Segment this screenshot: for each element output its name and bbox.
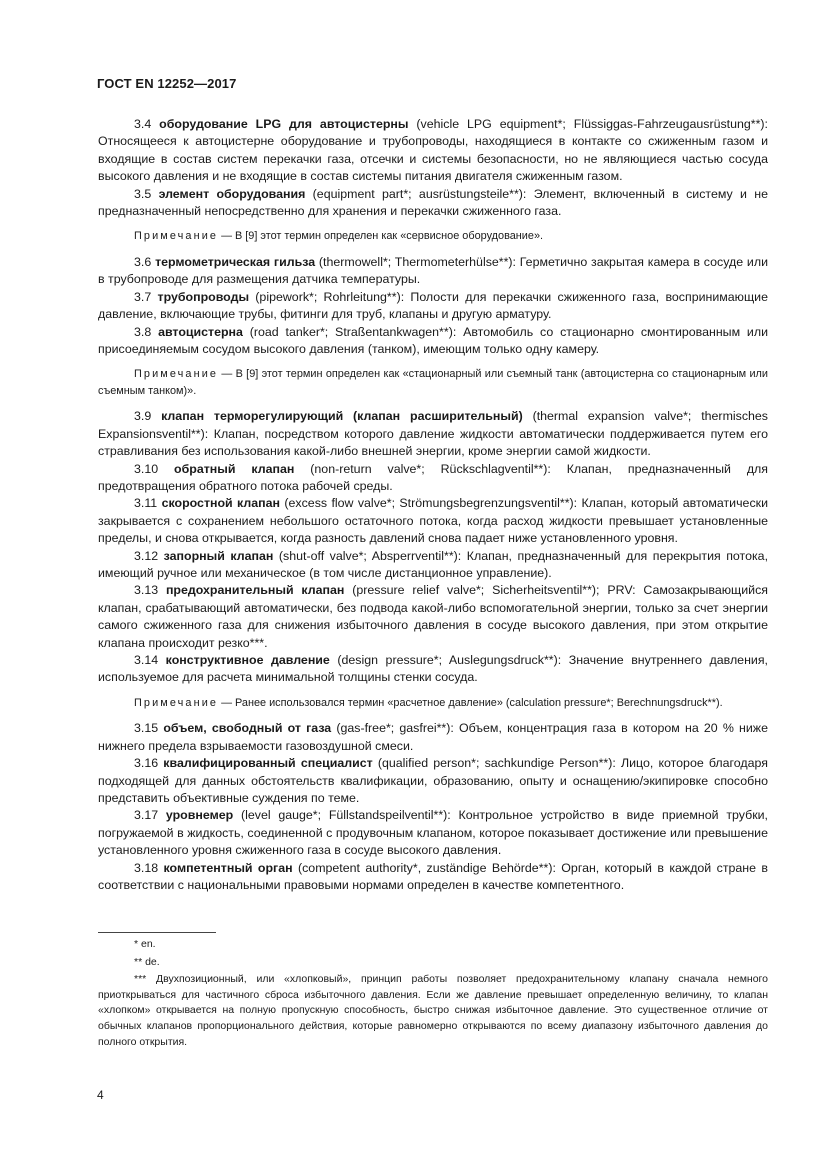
term-name: скоростной клапан bbox=[161, 496, 281, 511]
note-label: Примечание bbox=[134, 696, 219, 709]
term-entry-3-18 bbox=[98, 860, 768, 895]
term-name: запорный клапан bbox=[163, 548, 274, 563]
footnote-2: ** de. bbox=[134, 955, 160, 968]
term-entry-3-12 bbox=[98, 548, 768, 583]
term-entry-3-5 bbox=[98, 186, 768, 221]
term-entry-3-4 bbox=[98, 116, 768, 186]
note-3-14 bbox=[98, 695, 768, 712]
term-number: 3.9 bbox=[134, 409, 152, 424]
term-entry-3-11 bbox=[98, 495, 768, 547]
term-definition: (pipework*; Rohrleitung**): Полости для перекачки сжиженного газа, воспринимающие давление, включающие трубы, фитинги для труб, клапаны и другую арматуру. bbox=[98, 289, 768, 322]
note-text: — В [9] этот термин определен как «стационарный или съемный танк (автоцистерна со стационарным или съемным танком)». bbox=[98, 368, 768, 397]
term-definition: (thermowell*; Thermometerhülse**): Герметично закрытая камера в сосуде или в трубопроводе для размещения датчика температуры. bbox=[98, 254, 768, 287]
term-definition: (competent authority*, zuständige Behörde**): Орган, который в каждой стране в соответствии с национальными правовыми нормами определен в качестве компетентного. bbox=[98, 860, 768, 893]
term-name: оборудование LPG для автоцистерны bbox=[159, 117, 409, 131]
term-name: трубопроводы bbox=[157, 289, 250, 304]
term-entry-3-15 bbox=[98, 720, 768, 755]
term-number: 3.11 bbox=[134, 496, 158, 511]
term-name: компетентный орган bbox=[163, 860, 293, 875]
term-name: клапан терморегулирующий (клапан расширительный) bbox=[161, 409, 523, 424]
note-3-5 bbox=[98, 228, 768, 245]
term-entry-3-14 bbox=[98, 652, 768, 687]
term-entry-3-6 bbox=[98, 254, 768, 289]
term-number: 3.8 bbox=[134, 324, 152, 339]
term-definition: (excess flow valve*; Strömungsbegrenzungsventil**): Клапан, который автоматически закрывается с сохранением небольшого остаточного потока, когда расход жидкости превышает установленные пределы, и снова открывается, когда разность давлений снова падает ниже установленного уровня. bbox=[98, 496, 768, 546]
term-number: 3.6 bbox=[134, 254, 152, 269]
term-definition: (level gauge*; Füllstandspeilventil**): Контрольное устройство в виде приемной трубки, погружаемой в жидкость, соединенной с продувочным клапаном, которое показывает достижение или превышение установленного уровня сжиженного газа в сосуде высокого давления. bbox=[98, 808, 768, 858]
document-body bbox=[98, 116, 768, 894]
term-entry-3-7 bbox=[98, 289, 768, 324]
footnote-1: * en. bbox=[134, 938, 156, 950]
term-entry-3-9 bbox=[98, 408, 768, 460]
term-number: 3.7 bbox=[134, 289, 152, 304]
term-number: 3.18 bbox=[134, 860, 159, 875]
term-definition: (equipment part*; ausrüstungsteile**): Элемент, включенный в систему и не предназначенный непосредственно для хранения и перекачки сжиженного газа. bbox=[98, 186, 768, 219]
term-number: 3.4 bbox=[134, 117, 152, 131]
term-definition: (pressure relief valve*; Sicherheitsventil**); PRV: Самозакрывающийся клапан, срабатывающий автоматически, без подвода какой-либо вспомогательной энергии, только за счет энергии самого сжиженного газа для снижения избыточного давления в сосуде высокого давления, при этом открытие клапана происходит резко***. bbox=[98, 583, 768, 650]
term-name: предохранительный клапан bbox=[165, 583, 345, 598]
note-label: Примечание bbox=[134, 368, 219, 381]
term-name: автоцистерна bbox=[158, 324, 243, 339]
term-definition: (shut-off valve*; Absperrventil**): Клапан, предназначенный для перекрытия потока, имеющий ручное или механическое (в том числе дистанционное управление). bbox=[98, 548, 769, 581]
term-definition: (vehicle LPG equipment*; Flüssiggas-Fahrzeugausrüstung**): Относящееся к автоцистерне оборудование и трубопроводы, находящиеся в контакте со сжиженным газом и входящие в состав систем перекачки газа, отсечки и системы безопасности, но не являющиеся частью сосуда высокого давления и не входящие в состав системы питания двигателя сжиженным газом. bbox=[98, 117, 768, 184]
footnote-divider bbox=[98, 932, 216, 933]
term-number: 3.12 bbox=[134, 548, 159, 563]
note-text: — Ранее использовался термин «расчетное давление» (calculation pressure*; Berechnungsdruck**). bbox=[218, 696, 723, 709]
note-label: Примечание bbox=[134, 230, 219, 243]
term-name: объем, свободный от газа bbox=[163, 721, 332, 736]
term-name: элемент оборудования bbox=[158, 186, 306, 201]
term-number: 3.10 bbox=[134, 461, 159, 476]
term-entry-3-16 bbox=[98, 755, 768, 807]
term-definition: (gas-free*; gasfrei**): Объем, концентрация газа в котором на 20 % ниже нижнего предела взрываемости газовоздушной смеси. bbox=[98, 721, 768, 753]
term-definition: (qualified person*; sachkundige Person**): Лицо, которое благодаря подходящей для данных обстоятельств квалификации, образованию, опыту и оснащению/экипировке способно представить объективные суждения по теме. bbox=[98, 756, 768, 805]
term-number: 3.14 bbox=[134, 653, 159, 668]
page-number: 4 bbox=[97, 1088, 104, 1102]
note-text: — В [9] этот термин определен как «сервисное оборудование». bbox=[218, 230, 544, 243]
term-definition: (thermal expansion valve*; thermisches Expansionsventil**): Клапан, посредством которого давление жидкости автоматически поддерживается путем его стравливания без использования какой-либо внешней энергии, кроме энергии самой жидкости. bbox=[98, 409, 769, 459]
term-name: квалифицированный специалист bbox=[163, 756, 373, 771]
footnote-3: *** Двухпозиционный, или «хлопковый», принцип работы позволяет предохранительному клапану сначала немного приоткрываться для частичного сброса избыточного давления. Если же давление превышает определенную величину, то клапан «хлопком» открывается на полную пропускную способность, быстро снижая избыточное давление. Это существенное отличие от обычных клапанов пропорционального действия, которые равномерно открываются по всему диапазону избыточного давления до полного открытия. bbox=[98, 973, 768, 1048]
term-name: обратный клапан bbox=[174, 461, 295, 476]
term-number: 3.13 bbox=[134, 583, 159, 598]
note-3-8 bbox=[98, 366, 768, 399]
term-number: 3.5 bbox=[134, 186, 152, 201]
term-number: 3.16 bbox=[134, 756, 159, 771]
term-number: 3.15 bbox=[134, 721, 159, 736]
term-name: конструктивное давление bbox=[165, 653, 330, 668]
footnotes bbox=[98, 932, 768, 1050]
term-entry-3-17 bbox=[98, 807, 768, 859]
term-entry-3-10 bbox=[98, 461, 768, 496]
term-number: 3.17 bbox=[134, 808, 159, 823]
term-name: термометрическая гильза bbox=[155, 254, 316, 269]
term-entry-3-13 bbox=[98, 582, 768, 652]
term-name: уровнемер bbox=[165, 808, 234, 823]
term-definition: (non-return valve*; Rückschlagventil**): Клапан, предназначенный для предотвращения обратного потока рабочей среды. bbox=[98, 461, 768, 493]
term-definition: (design pressure*; Auslegungsdruck**): Значение внутреннего давления, используемое для расчета минимальной толщины стенки сосуда. bbox=[98, 653, 768, 685]
term-entry-3-8 bbox=[98, 324, 768, 359]
document-header: ГОСТ EN 12252—2017 bbox=[97, 76, 237, 91]
term-definition: (road tanker*; Straßentankwagen**): Автомобиль со стационарно смонтированным или присоединяемым сосудом высокого давления (танком), имеющим только одну камеру. bbox=[98, 324, 768, 356]
